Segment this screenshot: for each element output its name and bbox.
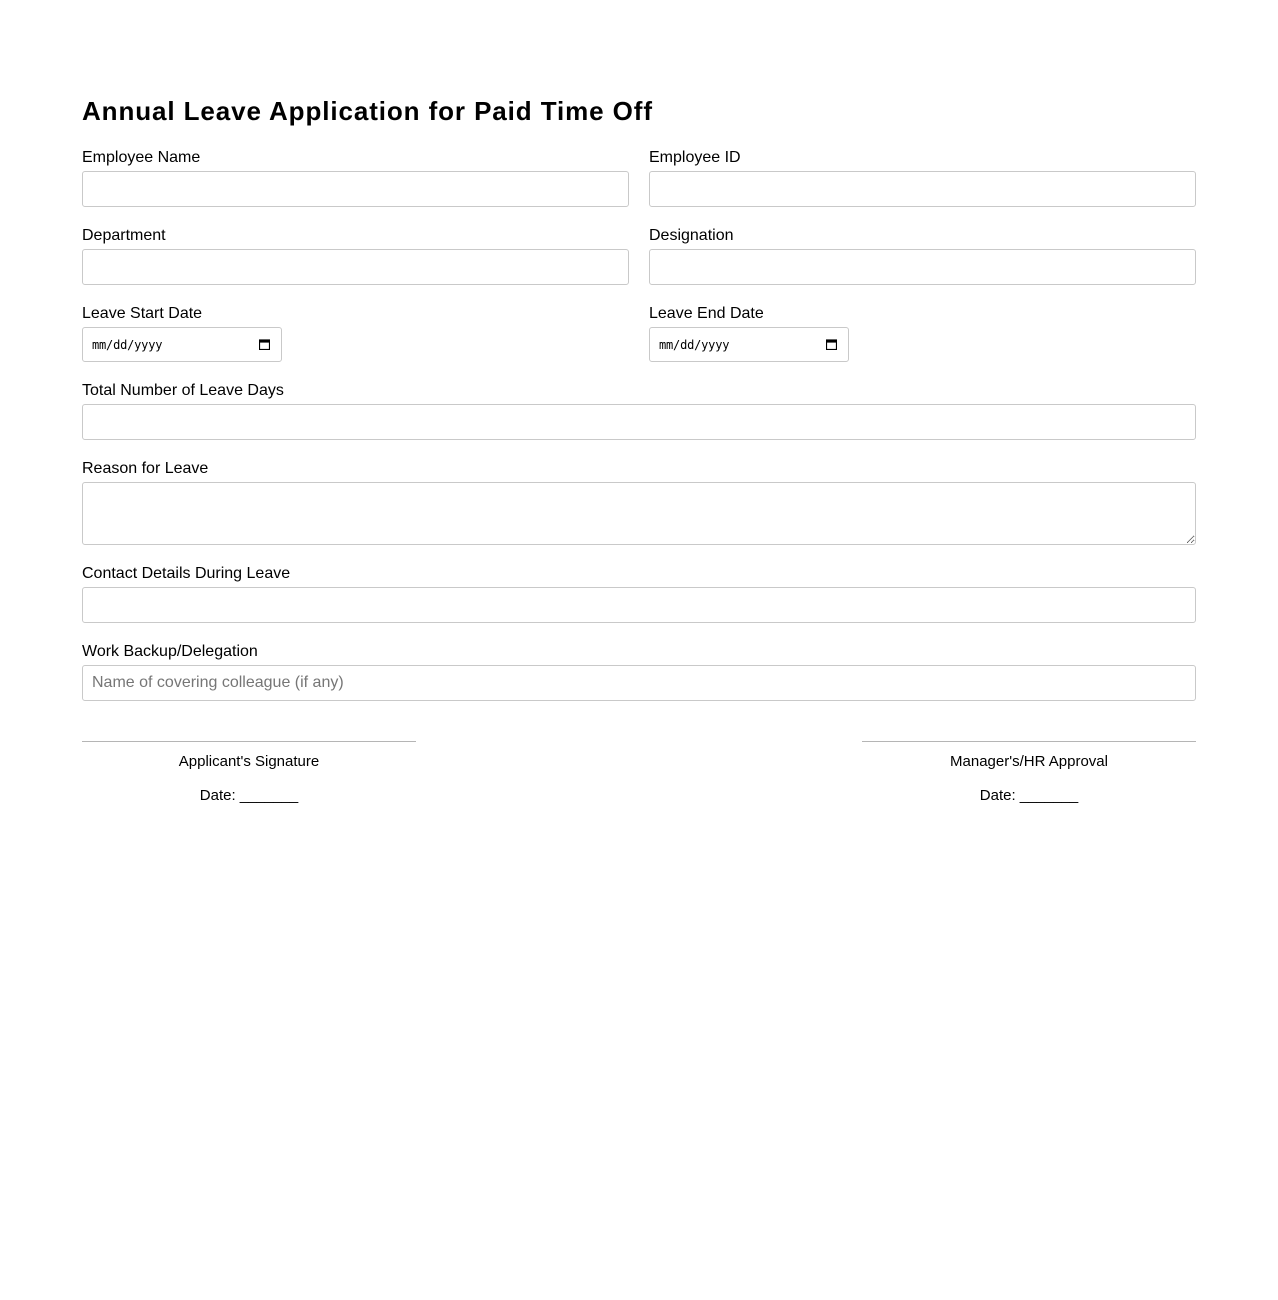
total-leave-days-label: Total Number of Leave Days bbox=[82, 382, 284, 399]
employee-id-field bbox=[649, 149, 1196, 207]
department-field bbox=[82, 227, 629, 285]
leave-end-date-field bbox=[649, 305, 1196, 362]
leave-end-date-label: Leave End Date bbox=[649, 305, 764, 322]
form-title: Annual Leave Application for Paid Time Off bbox=[82, 96, 653, 126]
work-backup-label: Work Backup/Delegation bbox=[82, 643, 258, 660]
leave-start-date-field bbox=[82, 305, 629, 362]
reason-label: Reason for Leave bbox=[82, 460, 209, 477]
designation-input[interactable] bbox=[649, 249, 1196, 285]
work-backup-input[interactable] bbox=[82, 665, 1196, 701]
contact-details-field bbox=[82, 565, 1196, 623]
leave-start-date-input[interactable] bbox=[82, 327, 282, 362]
leave-start-date-label: Leave Start Date bbox=[82, 305, 203, 322]
row-department bbox=[82, 227, 1196, 285]
employee-name-field bbox=[82, 149, 629, 207]
designation-label: Designation bbox=[649, 227, 734, 244]
employee-id-label: Employee ID bbox=[649, 149, 741, 166]
reason-field bbox=[82, 460, 1196, 545]
applicant-signature-label: Applicant's Signature bbox=[178, 753, 320, 770]
total-leave-days-field bbox=[82, 382, 1196, 440]
applicant-signature-line bbox=[82, 741, 416, 742]
approval-signature-label: Manager's/HR Approval bbox=[950, 753, 1108, 770]
signature-section bbox=[82, 741, 1196, 804]
approval-signature-line bbox=[862, 741, 1196, 742]
contact-details-label: Contact Details During Leave bbox=[82, 565, 291, 582]
employee-name-input[interactable] bbox=[82, 171, 629, 207]
approval-signature-date: Date: _______ bbox=[979, 787, 1079, 804]
reason-textarea[interactable] bbox=[82, 482, 1196, 545]
applicant-signature-block bbox=[82, 741, 416, 804]
leave-application-form bbox=[82, 94, 1196, 804]
employee-name-label: Employee Name bbox=[82, 149, 201, 166]
department-label: Department bbox=[82, 227, 166, 244]
leave-start-date-text: mm/dd/yyyy bbox=[92, 337, 163, 352]
contact-details-input[interactable] bbox=[82, 587, 1196, 623]
department-input[interactable] bbox=[82, 249, 629, 285]
calendar-icon[interactable] bbox=[259, 339, 270, 350]
approval-signature-block bbox=[862, 741, 1196, 804]
total-leave-days-input[interactable] bbox=[82, 404, 1196, 440]
employee-id-input[interactable] bbox=[649, 171, 1196, 207]
calendar-icon[interactable] bbox=[826, 339, 837, 350]
leave-end-date-input[interactable] bbox=[649, 327, 849, 362]
row-employee bbox=[82, 149, 1196, 207]
leave-end-date-text: mm/dd/yyyy bbox=[659, 337, 730, 352]
applicant-signature-date: Date: _______ bbox=[199, 787, 299, 804]
row-dates bbox=[82, 305, 1196, 362]
designation-field bbox=[649, 227, 1196, 285]
work-backup-field bbox=[82, 643, 1196, 701]
